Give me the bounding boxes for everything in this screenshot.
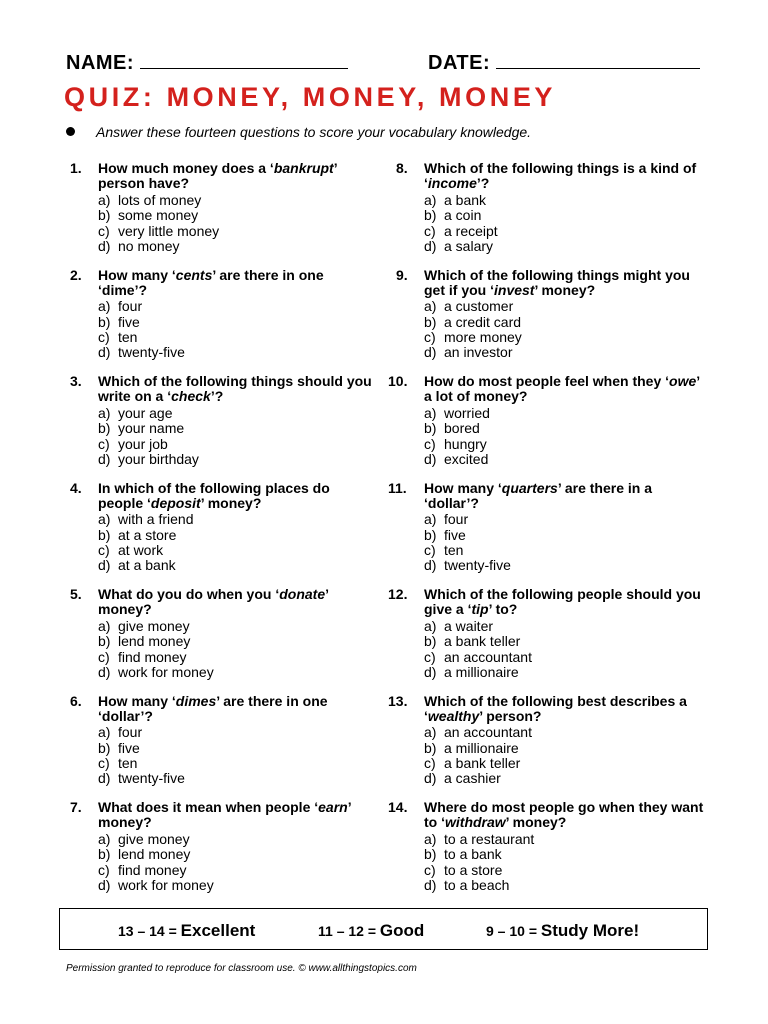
question-text-start: Which of the following things should you write on a ‘	[98, 373, 372, 405]
answer-option[interactable]	[98, 330, 374, 345]
question-text-start: In which of the following places do people ‘	[98, 479, 330, 511]
answer-option[interactable]	[98, 832, 374, 847]
answer-option[interactable]	[98, 193, 374, 208]
question-text-end: ’ are there in one ‘dime’?	[98, 266, 324, 298]
question-text	[98, 161, 374, 192]
option-text: hungry	[444, 435, 487, 452]
option-letter: d)	[424, 237, 437, 254]
option-letter: b)	[98, 526, 111, 543]
option-letter: b)	[98, 313, 111, 330]
question-6	[62, 694, 374, 787]
question-number: 11.	[388, 479, 407, 496]
option-letter: c)	[424, 222, 436, 239]
question-number: 8.	[396, 160, 408, 176]
question-text-end: ’ person?	[479, 707, 542, 724]
answer-option[interactable]	[424, 543, 706, 558]
option-letter: a)	[424, 191, 437, 208]
question-text-end: ’?	[476, 175, 490, 192]
option-text: to a store	[444, 861, 503, 878]
question-text-end: ’ money?	[98, 799, 351, 831]
question-text	[98, 481, 374, 512]
question-text-start: Which of the following people should you give a ‘	[424, 586, 701, 618]
option-letter: a)	[98, 191, 111, 208]
vocabulary-keyword: owe	[669, 373, 697, 389]
question-text	[424, 268, 706, 299]
answer-options	[98, 193, 374, 255]
score-range: 13 – 14 =	[118, 923, 177, 939]
answer-option[interactable]	[424, 558, 706, 573]
option-letter: a)	[98, 830, 111, 847]
question-number: 4.	[70, 479, 82, 496]
question-12	[388, 587, 706, 680]
question-text-start: How many ‘	[424, 479, 502, 496]
option-text: your age	[118, 404, 173, 421]
answer-option[interactable]	[424, 847, 706, 862]
option-letter: a)	[98, 298, 111, 315]
option-letter: a)	[98, 404, 111, 421]
answer-option[interactable]	[98, 239, 374, 254]
question-text-start: Which of the following things might you get if you ‘	[424, 266, 690, 298]
answer-option[interactable]	[424, 619, 706, 634]
answer-option[interactable]	[98, 771, 374, 786]
option-text: very little money	[118, 222, 220, 239]
answer-option[interactable]	[424, 406, 706, 421]
option-letter: a)	[424, 511, 437, 528]
option-letter: c)	[424, 435, 436, 452]
question-number: 2.	[70, 266, 82, 283]
answer-option[interactable]	[424, 756, 706, 771]
option-letter: a)	[424, 830, 437, 847]
answer-option[interactable]	[424, 512, 706, 527]
answer-option[interactable]	[98, 437, 374, 452]
question-number: 13.	[388, 692, 408, 709]
question-number: 6.	[70, 692, 82, 709]
answer-option[interactable]	[424, 771, 706, 786]
answer-option[interactable]	[98, 863, 374, 878]
answer-option[interactable]	[98, 406, 374, 421]
question-text-start: What does it mean when people ‘	[98, 799, 319, 815]
option-letter: c)	[98, 542, 110, 559]
option-letter: b)	[98, 739, 111, 756]
question-number: 10.	[388, 373, 408, 389]
option-letter: d)	[424, 770, 437, 787]
answer-option[interactable]	[98, 345, 374, 360]
question-text	[424, 800, 706, 831]
option-letter: c)	[424, 542, 436, 559]
option-text: give money	[118, 617, 190, 634]
option-letter: d)	[98, 663, 111, 680]
answer-options	[424, 193, 706, 255]
option-text: ten	[118, 329, 138, 346]
question-number: 5.	[70, 586, 82, 602]
option-text: excited	[444, 450, 489, 467]
question-number: 9.	[396, 266, 408, 283]
option-text: bored	[444, 420, 480, 437]
option-letter: c)	[98, 755, 110, 772]
question-text	[98, 374, 374, 405]
answer-option[interactable]	[98, 315, 374, 330]
option-letter: b)	[424, 526, 437, 543]
option-letter: b)	[424, 313, 437, 330]
vocabulary-keyword: invest	[494, 281, 535, 298]
vocabulary-keyword: income	[427, 175, 477, 192]
option-letter: c)	[98, 435, 110, 452]
vocabulary-keyword: check	[171, 388, 211, 405]
answer-option[interactable]	[424, 741, 706, 756]
option-text: find money	[118, 861, 187, 878]
answer-option[interactable]	[98, 421, 374, 436]
question-text-end: ’ person have?	[98, 160, 337, 192]
score-good	[318, 921, 424, 941]
vocabulary-keyword: quarters	[501, 479, 558, 496]
answer-option[interactable]	[424, 345, 706, 360]
option-letter: d)	[98, 557, 111, 574]
option-letter: a)	[424, 404, 437, 421]
question-7	[62, 800, 374, 893]
option-text: a bank teller	[444, 755, 521, 772]
option-letter: b)	[98, 207, 111, 224]
question-text-end: ’ are there in one ‘dollar’?	[98, 692, 328, 724]
answer-option[interactable]	[424, 421, 706, 436]
footer-permission: Permission granted to reproduce for classroom use. © www.allthingstopics.com	[66, 963, 417, 974]
question-text-start: How many ‘	[98, 266, 176, 283]
answer-options	[424, 725, 706, 787]
option-text: no money	[118, 237, 180, 254]
question-13	[388, 694, 706, 787]
question-text-end: ’ money?	[505, 814, 567, 831]
option-text: five	[118, 313, 140, 330]
instruction-text: Answer these fourteen questions to score your vocabulary knowledge.	[96, 124, 532, 140]
question-text-end: ’ money?	[200, 494, 262, 511]
question-number: 14.	[388, 799, 408, 815]
answer-option[interactable]	[98, 452, 374, 467]
option-letter: c)	[98, 648, 110, 665]
answer-options	[98, 299, 374, 361]
answer-options	[98, 725, 374, 787]
answer-option[interactable]	[424, 528, 706, 543]
option-text: a bank	[444, 191, 487, 208]
answer-option[interactable]	[424, 452, 706, 467]
question-text-start: How many ‘	[98, 692, 176, 709]
answer-option[interactable]	[98, 528, 374, 543]
vocabulary-keyword: tip	[471, 601, 489, 618]
answer-options	[98, 619, 374, 681]
option-letter: b)	[98, 420, 111, 437]
option-text: lots of money	[118, 191, 202, 208]
question-text-end: ’?	[210, 388, 224, 405]
option-text: a receipt	[444, 222, 498, 239]
question-text	[98, 800, 374, 831]
answer-option[interactable]	[424, 208, 706, 223]
option-text: work for money	[118, 876, 214, 893]
vocabulary-keyword: dimes	[175, 692, 217, 709]
answer-option[interactable]	[424, 665, 706, 680]
option-text: at a store	[118, 526, 177, 543]
bullet-icon	[66, 127, 75, 136]
option-letter: c)	[424, 329, 436, 346]
option-letter: c)	[98, 329, 110, 346]
option-letter: d)	[98, 450, 111, 467]
answer-option[interactable]	[98, 512, 374, 527]
option-text: your job	[118, 435, 168, 452]
option-text: give money	[118, 830, 190, 847]
option-text: a salary	[444, 237, 494, 254]
quiz-title: QUIZ: MONEY, MONEY, MONEY	[64, 82, 557, 112]
question-text-end: ’ money?	[98, 586, 329, 618]
answer-option[interactable]	[98, 725, 374, 740]
answer-options	[424, 512, 706, 574]
score-label: Study More!	[540, 921, 640, 940]
question-text-end: ’ a lot of money?	[424, 373, 700, 405]
question-text	[424, 481, 706, 512]
option-letter: d)	[424, 557, 437, 574]
answer-option[interactable]	[98, 208, 374, 223]
vocabulary-keyword: earn	[318, 799, 348, 815]
option-text: with a friend	[118, 511, 194, 528]
question-10	[388, 374, 706, 467]
answer-option[interactable]	[424, 878, 706, 893]
score-excellent	[118, 921, 255, 941]
instruction	[66, 124, 531, 140]
question-text-start: How do most people feel when they ‘	[424, 373, 670, 389]
question-9	[388, 268, 706, 361]
question-text	[424, 374, 706, 405]
answer-option[interactable]	[98, 543, 374, 558]
question-text-end: ’ to?	[488, 601, 518, 618]
option-text: to a bank	[444, 846, 502, 863]
option-text: twenty-five	[444, 557, 511, 574]
question-11	[388, 481, 706, 574]
date-label: DATE:	[428, 52, 491, 74]
answer-option[interactable]	[98, 878, 374, 893]
option-text: a coin	[444, 207, 482, 224]
answer-option[interactable]	[98, 665, 374, 680]
option-letter: c)	[98, 222, 110, 239]
option-text: five	[118, 739, 140, 756]
question-text	[424, 694, 706, 725]
question-2	[62, 268, 374, 361]
vocabulary-keyword: bankrupt	[273, 160, 334, 176]
answer-options	[98, 512, 374, 574]
vocabulary-keyword: withdraw	[445, 814, 506, 831]
option-text: a bank teller	[444, 633, 521, 650]
option-text: an accountant	[444, 648, 532, 665]
score-study-more	[486, 921, 639, 941]
answer-option[interactable]	[424, 239, 706, 254]
question-number: 3.	[70, 373, 82, 389]
answer-options	[98, 832, 374, 894]
option-text: worried	[444, 404, 490, 421]
score-label: Excellent	[180, 921, 256, 940]
question-text	[424, 587, 706, 618]
score-box	[59, 908, 708, 950]
answer-option[interactable]	[424, 299, 706, 314]
answer-option[interactable]	[424, 863, 706, 878]
option-letter: d)	[424, 344, 437, 361]
answer-option[interactable]	[424, 725, 706, 740]
option-letter: c)	[424, 648, 436, 665]
answer-option[interactable]	[424, 832, 706, 847]
option-text: twenty-five	[118, 344, 185, 361]
option-text: ten	[118, 755, 138, 772]
answer-option[interactable]	[424, 330, 706, 345]
option-text: a customer	[444, 298, 514, 315]
option-letter: a)	[424, 298, 437, 315]
option-text: your name	[118, 420, 185, 437]
option-letter: d)	[424, 876, 437, 893]
answer-option[interactable]	[424, 193, 706, 208]
score-range: 9 – 10 =	[486, 923, 537, 939]
answer-option[interactable]	[98, 299, 374, 314]
question-text	[98, 587, 374, 618]
option-text: four	[118, 724, 143, 741]
option-text: an investor	[444, 344, 513, 361]
question-14	[388, 800, 706, 893]
option-text: your birthday	[118, 450, 199, 467]
answer-option[interactable]	[424, 650, 706, 665]
option-letter: d)	[98, 237, 111, 254]
score-label: Good	[379, 921, 425, 940]
vocabulary-keyword: deposit	[150, 494, 201, 511]
date-field[interactable]	[428, 52, 700, 75]
option-letter: d)	[98, 876, 111, 893]
option-text: to a restaurant	[444, 830, 535, 847]
answer-option[interactable]	[424, 315, 706, 330]
option-letter: d)	[424, 450, 437, 467]
answer-option[interactable]	[424, 634, 706, 649]
option-letter: a)	[98, 724, 111, 741]
option-text: four	[118, 298, 143, 315]
option-letter: d)	[424, 663, 437, 680]
option-letter: a)	[424, 617, 437, 634]
answer-option[interactable]	[98, 847, 374, 862]
question-text-start: How much money does a ‘	[98, 160, 274, 176]
question-4	[62, 481, 374, 574]
option-text: five	[444, 526, 466, 543]
option-text: a waiter	[444, 617, 494, 634]
option-text: a millionaire	[444, 663, 519, 680]
answer-option[interactable]	[98, 558, 374, 573]
question-text	[98, 694, 374, 725]
question-number: 12.	[388, 586, 408, 602]
option-text: some money	[118, 207, 199, 224]
option-text: twenty-five	[118, 770, 185, 787]
answer-option[interactable]	[424, 224, 706, 239]
score-range: 11 – 12 =	[318, 923, 377, 939]
option-letter: c)	[424, 861, 436, 878]
answer-options	[424, 406, 706, 468]
option-letter: a)	[424, 724, 437, 741]
question-8	[388, 161, 706, 254]
answer-options	[424, 619, 706, 681]
option-text: four	[444, 511, 469, 528]
vocabulary-keyword: cents	[175, 266, 213, 283]
question-text-start: Which of the following best describes a ‘	[424, 692, 687, 724]
question-number: 7.	[70, 799, 82, 815]
date-blank-line[interactable]	[496, 52, 700, 69]
answer-option[interactable]	[98, 741, 374, 756]
option-text: an accountant	[444, 724, 532, 741]
option-letter: d)	[98, 770, 111, 787]
option-letter: b)	[424, 420, 437, 437]
question-5	[62, 587, 374, 680]
option-text: more money	[444, 329, 522, 346]
answer-option[interactable]	[98, 650, 374, 665]
option-letter: a)	[98, 617, 111, 634]
option-text: lend money	[118, 846, 191, 863]
option-text: lend money	[118, 633, 191, 650]
option-letter: b)	[424, 846, 437, 863]
question-text-start: What do you do when you ‘	[98, 586, 280, 602]
name-field[interactable]	[66, 52, 348, 75]
name-label: NAME:	[66, 52, 135, 74]
option-letter: a)	[98, 511, 111, 528]
question-1	[62, 161, 374, 254]
option-text: work for money	[118, 663, 214, 680]
question-text-start: Which of the following things is a kind of ‘	[424, 160, 697, 192]
option-letter: b)	[424, 207, 437, 224]
option-text: to a beach	[444, 876, 510, 893]
answer-option[interactable]	[98, 224, 374, 239]
answer-options	[424, 299, 706, 361]
option-letter: b)	[98, 846, 111, 863]
option-text: at work	[118, 542, 164, 559]
option-letter: c)	[98, 861, 110, 878]
option-text: a millionaire	[444, 739, 519, 756]
option-text: a credit card	[444, 313, 522, 330]
option-letter: b)	[424, 739, 437, 756]
option-text: find money	[118, 648, 187, 665]
question-text	[98, 268, 374, 299]
name-blank-line[interactable]	[140, 52, 348, 69]
answer-option[interactable]	[98, 634, 374, 649]
question-number: 1.	[70, 160, 82, 176]
question-text-end: ’ money?	[534, 281, 596, 298]
question-3	[62, 374, 374, 467]
option-letter: b)	[424, 633, 437, 650]
question-text	[424, 161, 706, 192]
answer-option[interactable]	[98, 756, 374, 771]
question-text-end: ’ are there in a ‘dollar’?	[424, 479, 652, 511]
answer-option[interactable]	[424, 437, 706, 452]
vocabulary-keyword: wealthy	[427, 707, 480, 724]
option-letter: c)	[424, 755, 436, 772]
option-letter: b)	[98, 633, 111, 650]
option-letter: d)	[98, 344, 111, 361]
option-text: ten	[444, 542, 464, 559]
option-text: at a bank	[118, 557, 176, 574]
vocabulary-keyword: donate	[279, 586, 326, 602]
answer-option[interactable]	[98, 619, 374, 634]
answer-options	[98, 406, 374, 468]
option-text: a cashier	[444, 770, 501, 787]
answer-options	[424, 832, 706, 894]
question-text-start: Where do most people go when they want to ‘	[424, 799, 704, 831]
